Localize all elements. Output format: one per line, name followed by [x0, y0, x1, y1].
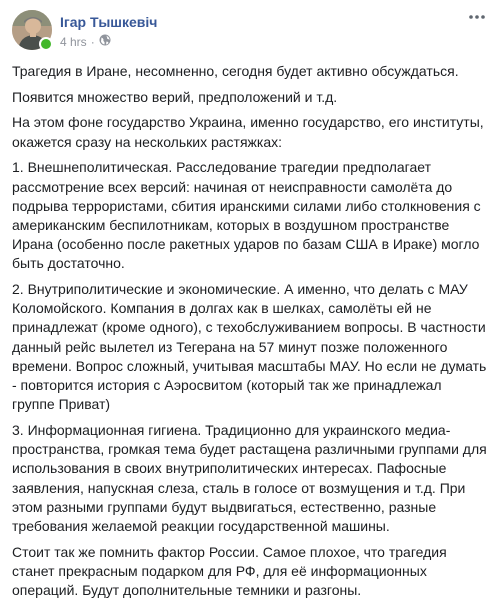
author-name[interactable]: Ігар Тышкевіч [60, 14, 158, 30]
post-paragraph: Трагедия в Иране, несомненно, сегодня будет активно обсуждаться. [12, 63, 459, 79]
post-paragraph: Стоит так же помнить фактор России. Самое плохое, что трагедия станет прекрасным подарком для РФ, для её информационных операций. Будут дополнительные темники и разгоны. [12, 543, 447, 599]
avatar-container[interactable] [12, 10, 52, 50]
post-subline [60, 34, 157, 49]
post-paragraph: На этом фоне государство Украина, именно государство, его институты, окажется сразу на нескольких растяжках: [12, 114, 484, 150]
post-meta [60, 10, 157, 49]
post-paragraph: Появится множество верий, предположений и т.д. [12, 88, 338, 105]
post-paragraph: 3. Информационная гигиена. Традиционно для украинского медиа-пространства, громкая тема будет растащена различными группами для использования в своих внутриполитических интересах. Пафосные заявления, напускная слеза, сталь в голосе от возмущения и т.д. При этом разными группами будут выдвигаться, естественно, разные требования желаемой реакции государственной машины. [12, 421, 487, 534]
separator-dot: · [90, 34, 95, 49]
post-header [12, 10, 487, 58]
globe-icon [99, 34, 111, 49]
more-options-icon[interactable] [467, 10, 487, 24]
post-timestamp[interactable]: 4 hrs [60, 34, 87, 49]
post-paragraph: 2. Внутриполитические и экономические. А именно, что делать с МАУ Коломойского. Компания в долгах как в шелках, самолёты ей не принадлежат (кроме одного), с техобслуживанием вопросы. В частности данный рейс вылетел из Тегерана на 57 минут позже положенного времени. Вопрос сложный, учитывая масштабы МАУ. Но если не думать - повторится история с Аэросвитом (который так же принадлежал группе Приват) [12, 281, 487, 413]
post-body [12, 62, 487, 600]
online-status-indicator [39, 37, 53, 51]
post-paragraph: 1. Внешнеполитическая. Расследование трагедии предполагает рассмотрение всех версий: начиная от неисправности самолёта до подрыва террористами, сбития иранскими силами либо столкновения с американским беспилотникам, которых в воздушном пространстве Ирана (особенно после ракетных ударов по базам США в Ираке) могло быть достаточно. [12, 159, 481, 272]
